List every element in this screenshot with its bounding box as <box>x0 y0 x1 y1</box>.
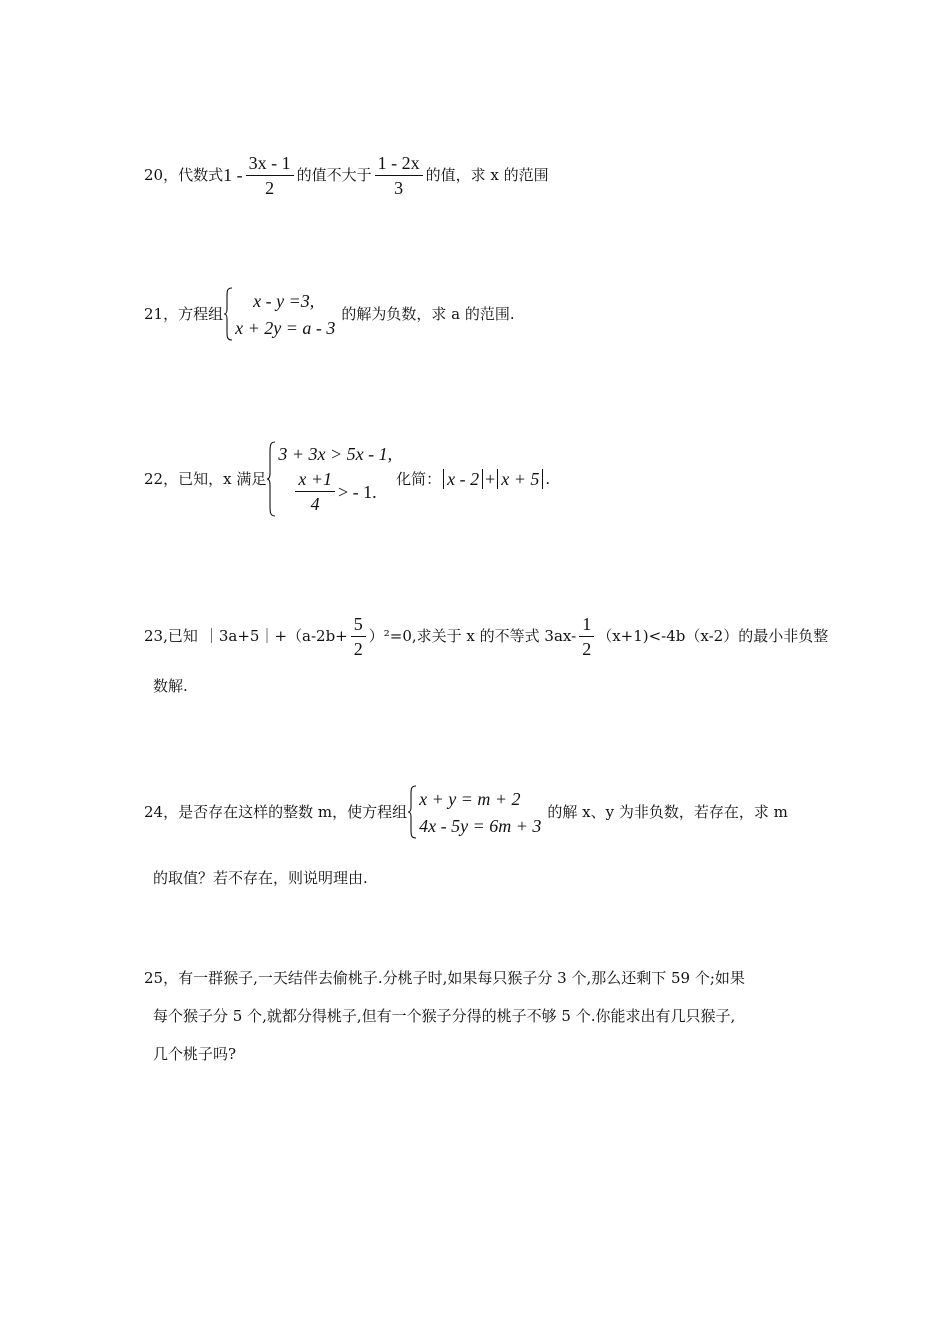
q22-mid-text: 化简： <box>396 470 442 488</box>
q24-tail-text: 的解 x、y 为非负数，若存在，求 m <box>547 803 788 821</box>
q23-line-2: 数解. <box>153 677 188 695</box>
q22-inequality-system <box>266 441 392 517</box>
question-22 <box>144 440 550 518</box>
q23-frac2-denominator: 2 <box>582 638 592 659</box>
q20-frac2-denominator: 3 <box>394 177 404 198</box>
q22-inequality-2-rhs: > - 1. <box>337 481 377 502</box>
q24-number: 24，是否存在这样的整数 m，使方程组 <box>144 803 408 821</box>
question-24 <box>144 784 788 840</box>
q23-part-2: ）²=0,求关于 x 的不等式 3ax- <box>368 627 577 645</box>
q20-expr-lead: 1 - <box>223 165 243 185</box>
q23-fraction-2 <box>579 614 594 659</box>
q21-equation-2: x + 2y = a - 3 <box>235 317 336 338</box>
q20-tail-text: 的值，求 x 的范围 <box>425 166 549 184</box>
left-brace-icon <box>223 287 233 341</box>
q25-line-2: 每个猴子分 5 个,就都分得桃子,但有一个猴子分得的桃子不够 5 个.你能求出有几只猴子, <box>153 1007 736 1025</box>
q22-inequality-1: 3 + 3x > 5x - 1, <box>278 443 393 464</box>
q21-equation-system <box>223 287 335 341</box>
q20-frac1-numerator: 3x - 1 <box>246 153 294 176</box>
q22-frac-denominator: 4 <box>310 494 320 515</box>
q23-number: 23,已知 <box>144 627 198 645</box>
q20-fraction-1 <box>246 153 294 198</box>
q25-line-3: 几个桃子吗? <box>153 1045 237 1063</box>
q21-tail-text: 的解为负数，求 a 的范围. <box>341 305 515 323</box>
q24-line-2: 的取值？若不存在，则说明理由. <box>153 869 368 887</box>
q20-mid-text: 的值不大于 <box>296 166 372 184</box>
question-21 <box>144 286 515 342</box>
q22-number: 22，已知，x 满足 <box>144 470 267 488</box>
q21-equation-1: x - y =3, <box>253 290 315 311</box>
q21-number: 21，方程组 <box>144 305 224 323</box>
left-brace-icon <box>266 441 276 517</box>
q24-equation-2: 4x - 5y = 6m + 3 <box>419 815 542 836</box>
q23-part-3: （x+1)<-4b（x-2）的最小非负整 <box>597 627 829 645</box>
q23-fraction-1 <box>351 614 366 659</box>
q23-frac1-numerator: 5 <box>351 614 366 637</box>
question-20 <box>144 150 549 200</box>
q23-part-1: ｜3a+5｜+（a-2b+ <box>203 627 348 645</box>
q24-equation-1: x + y = m + 2 <box>419 788 521 809</box>
q22-plus-sign: + <box>485 469 496 489</box>
q22-fraction <box>295 469 335 514</box>
left-brace-icon <box>407 785 417 839</box>
q22-absolute-value-2: x + 5 <box>497 469 543 489</box>
q25-line-1: 25，有一群猴子,一天结伴去偷桃子.分桃子时,如果每只猴子分 3 个,那么还剩下 59 个;如果 <box>144 969 745 987</box>
q22-absolute-value-1: x - 2 <box>443 469 483 489</box>
q23-frac1-denominator: 2 <box>353 638 363 659</box>
q20-frac2-numerator: 1 - 2x <box>375 153 423 176</box>
q20-number: 20，代数式 <box>144 166 224 184</box>
q23-frac2-numerator: 1 <box>579 614 594 637</box>
q20-fraction-2 <box>375 153 423 198</box>
q22-frac-numerator: x +1 <box>295 469 335 492</box>
q20-frac1-denominator: 2 <box>265 177 275 198</box>
q24-equation-system <box>407 785 541 839</box>
q22-end-period: . <box>545 470 551 488</box>
question-23 <box>144 610 828 662</box>
